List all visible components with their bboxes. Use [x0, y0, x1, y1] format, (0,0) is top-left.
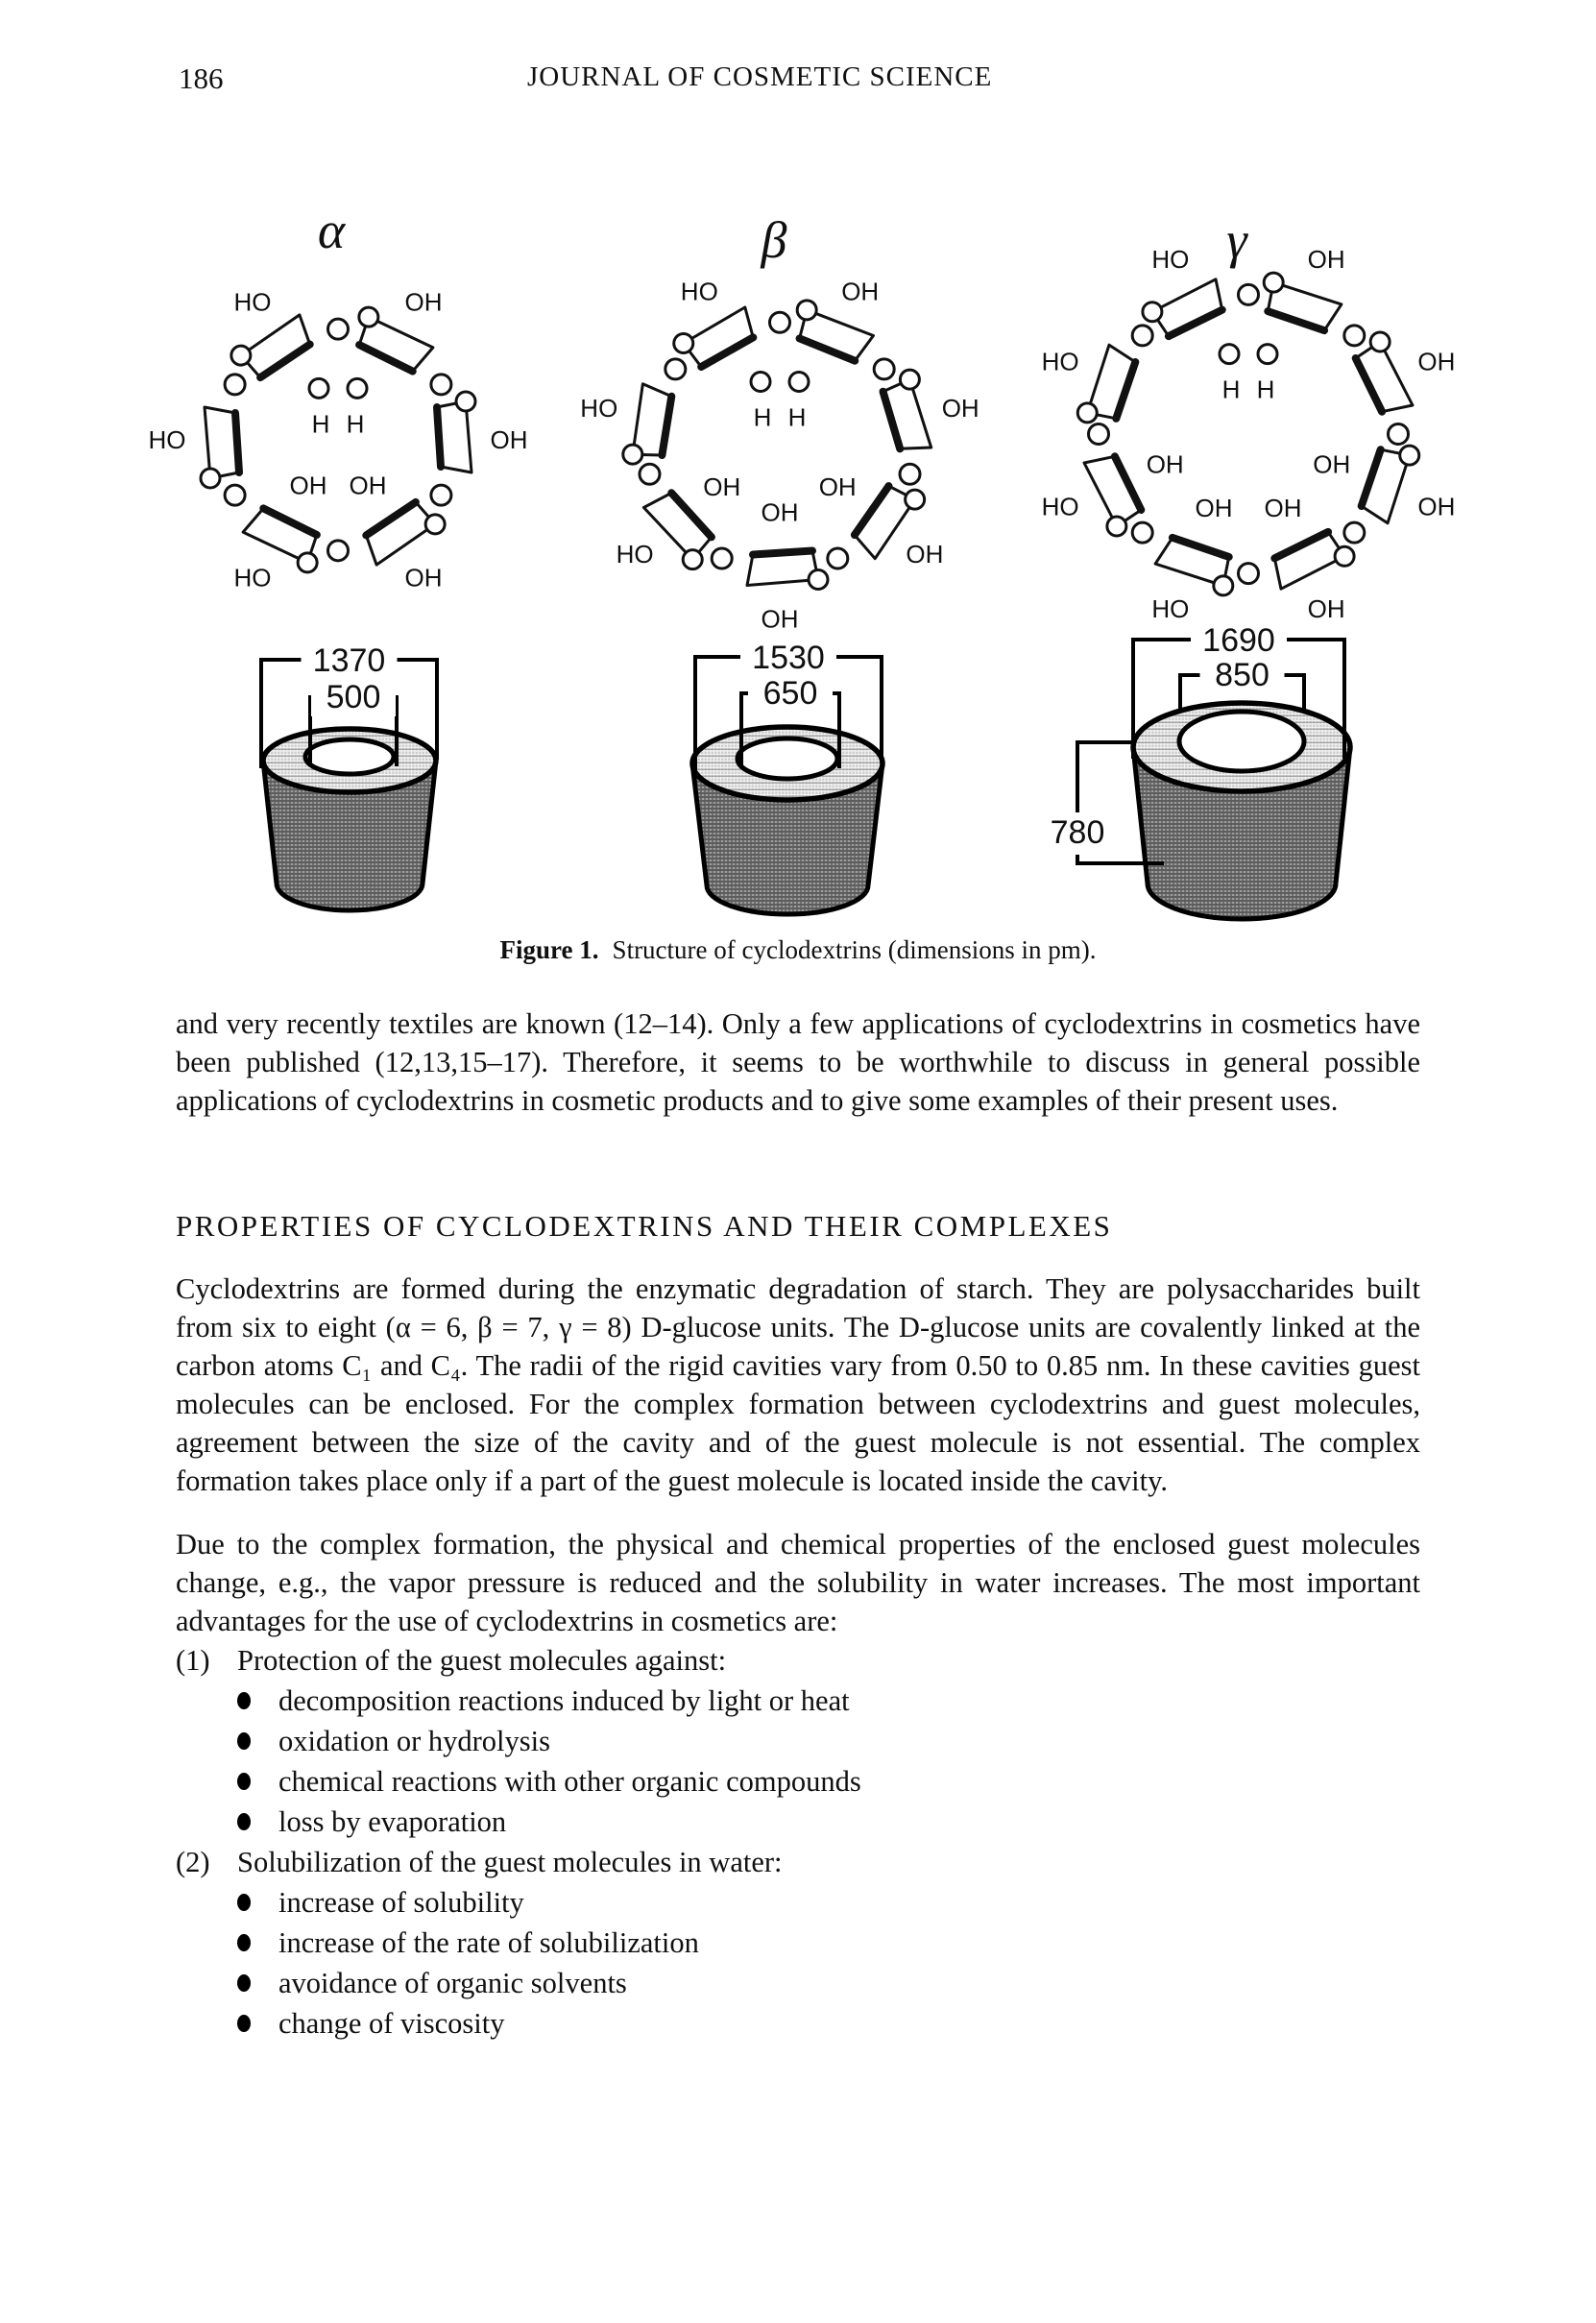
atom-label: H	[311, 409, 330, 439]
dimension-label: 850	[1215, 657, 1270, 693]
structure-label-gamma: γ	[1226, 211, 1247, 269]
atom-label: OH	[1313, 449, 1351, 479]
atom-label: HO	[680, 277, 718, 306]
atom-label: OH	[289, 471, 327, 500]
atom-label: OH	[841, 277, 880, 306]
atom-label: OH	[1195, 494, 1233, 523]
bullet-item	[176, 1802, 1420, 1842]
journal-title: JOURNAL OF COSMETIC SCIENCE	[527, 61, 993, 92]
atom-label: H	[346, 409, 365, 439]
bullet-text: loss by evaporation	[278, 1805, 507, 1838]
structure-label-alpha: α	[317, 202, 346, 259]
bullet-icon	[237, 1974, 251, 1992]
atom-label: OH	[761, 604, 799, 634]
bullet-icon	[237, 1934, 251, 1951]
atom-label: OH	[703, 472, 741, 502]
atom-label: HO	[1151, 244, 1190, 274]
chem-structure-gamma	[1042, 211, 1456, 623]
dimension-label: 780	[1050, 814, 1105, 851]
atom-label: OH	[1264, 494, 1302, 523]
bullet-icon	[237, 1813, 251, 1830]
figure-caption-text: Structure of cyclodextrins (dimensions in pm).	[612, 935, 1097, 964]
atom-label: H	[1256, 375, 1275, 404]
numbered-item	[176, 1842, 1420, 1882]
atom-label: OH	[818, 472, 857, 502]
dimension-label: 1370	[312, 642, 386, 679]
bullet-text: decomposition reactions induced by light or heat	[278, 1684, 850, 1717]
atom-label: HO	[233, 287, 272, 317]
atom-label: HO	[233, 563, 272, 593]
atom-label: OH	[1307, 594, 1345, 624]
bullet-text: increase of solubility	[278, 1886, 524, 1919]
atom-label: OH	[349, 471, 387, 500]
paragraph-complex-formation: Due to the complex formation, the physical and chemical properties of the enclosed guest molecules change, e.g., the vapor pressure is reduced and the solubility in water increases. The most important advantages for the use of cyclodextrins in cosmetics are:	[176, 1528, 1420, 1637]
bullet-item	[176, 1681, 1420, 1721]
atom-label: HO	[580, 394, 618, 423]
atom-label: OH	[1417, 492, 1456, 521]
advantages-list	[176, 1640, 1420, 2044]
numbered-item	[176, 1640, 1420, 1681]
body-text	[176, 1004, 1420, 2044]
cavity-cylinder-beta	[692, 640, 883, 914]
atom-label: OH	[906, 539, 944, 569]
page-number: 186	[179, 61, 224, 95]
bullet-icon	[237, 1773, 251, 1790]
figure-1-graphic	[0, 0, 1596, 970]
atom-label: OH	[1417, 347, 1456, 376]
atom-label: H	[1221, 375, 1241, 404]
cavity-cylinder-alpha	[261, 642, 437, 910]
dimension-label: 1690	[1202, 622, 1275, 659]
bullet-text: oxidation or hydrolysis	[278, 1725, 550, 1757]
atom-label: OH	[941, 394, 979, 423]
atom-label: HO	[148, 425, 186, 454]
structure-label-beta: β	[761, 211, 787, 269]
item-number: (1)	[176, 1644, 210, 1677]
bullet-item	[176, 1963, 1420, 2003]
atom-label: HO	[1041, 347, 1079, 376]
section-heading: PROPERTIES OF CYCLODEXTRINS AND THEIR COMPLEXES	[176, 1209, 1113, 1243]
atom-label: OH	[490, 425, 528, 454]
bullet-item	[176, 1721, 1420, 1761]
atom-label: OH	[1307, 244, 1345, 274]
atom-label: OH	[1146, 449, 1184, 479]
dimension-label: 1530	[752, 640, 825, 676]
bullet-text: avoidance of organic solvents	[278, 1967, 627, 1999]
paragraph-properties: Cyclodextrins are formed during the enzymatic degradation of starch. They are polysaccharides built from six to eight (α = 6, β = 7, γ = 8) D-glucose units. The D-glucose units are covalently linked at the carbon atoms C₁ and C₄. The radii of the rigid cavities vary from 0.50 to 0.85 nm. In these cavities guest molecules can be enclosed. For the complex formation between cyclodextrins and guest molecules, agreement between the size of the cavity and of the guest molecule is not essential. The complex formation takes place only if a part of the guest molecule is located inside the cavity.	[176, 1272, 1420, 1497]
atom-label: H	[753, 402, 772, 432]
atom-label: OH	[404, 563, 443, 593]
bullet-item	[176, 1761, 1420, 1802]
bullet-text: chemical reactions with other organic compounds	[278, 1765, 861, 1798]
bullet-text: change of viscosity	[278, 2007, 505, 2040]
paragraph-intro: and very recently textiles are known (12–14). Only a few applications of cyclodextrins in cosmetics have been published (12,13,15–17). Therefore, it seems to be worthwhile to discuss in general possible applications of cyclodextrins in cosmetic products and to give some examples of their present uses.	[176, 1007, 1420, 1117]
item-number: (2)	[176, 1846, 210, 1878]
bullet-item	[176, 2003, 1420, 2044]
bullet-text: increase of the rate of solubilization	[278, 1926, 699, 1959]
atom-label: HO	[1151, 594, 1190, 624]
item-title: Solubilization of the guest molecules in water:	[237, 1846, 783, 1878]
cavity-cylinder-gamma	[1051, 622, 1350, 919]
dimension-label: 500	[326, 679, 381, 715]
chem-structure-beta	[580, 211, 979, 634]
atom-label: OH	[761, 497, 799, 527]
atom-label: OH	[404, 287, 443, 317]
atom-label: HO	[1041, 492, 1079, 521]
bullet-icon	[237, 1732, 251, 1750]
atom-label: HO	[616, 539, 654, 569]
bullet-icon	[237, 1692, 251, 1709]
bullet-icon	[237, 2015, 251, 2032]
item-title: Protection of the guest molecules against:	[237, 1644, 727, 1677]
figure-caption	[176, 935, 1420, 965]
bullet-item	[176, 1882, 1420, 1923]
dimension-label: 650	[762, 675, 818, 712]
bullet-item	[176, 1923, 1420, 1963]
bullet-icon	[237, 1894, 251, 1911]
chem-structure-alpha	[149, 202, 528, 592]
figure-caption-label: Figure 1.	[499, 935, 599, 964]
atom-label: H	[787, 402, 807, 432]
